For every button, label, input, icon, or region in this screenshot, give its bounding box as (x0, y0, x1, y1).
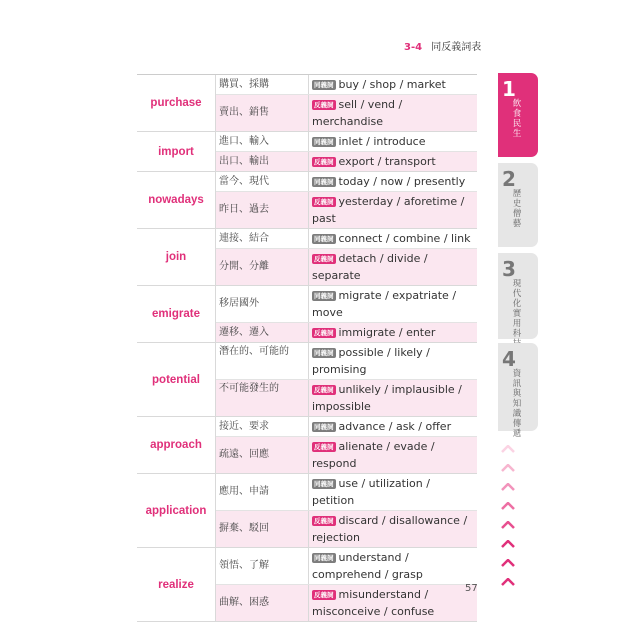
antonym-tag: 反義詞 (314, 329, 334, 337)
synonym-row (216, 286, 477, 322)
antonym-tag: 反義詞 (314, 255, 334, 263)
chapter-tab-1[interactable] (498, 73, 538, 157)
english-words: export / transport (338, 155, 436, 168)
synonym-tag: 同義詞 (314, 480, 334, 488)
entry-group (137, 229, 477, 286)
synonym-row (216, 75, 477, 94)
chapter-label: 資訊與知識傳遞 (512, 369, 522, 439)
entry-word: import (137, 132, 216, 171)
chinese-meaning: 潛在的、可能的 (216, 343, 309, 379)
synonym-row (216, 548, 477, 584)
antonym-tag: 反義詞 (314, 591, 334, 599)
english-words: sell / vend / merchandise (312, 98, 403, 128)
english-words: migrate / expatriate / move (312, 289, 457, 319)
synonym-row (216, 229, 477, 248)
entry-group (137, 548, 477, 622)
chevron-up-icon (501, 540, 515, 548)
english-words: buy / shop / market (338, 78, 446, 91)
chinese-meaning: 領悟、了解 (216, 548, 309, 584)
antonym-row (216, 510, 477, 547)
chinese-meaning: 連接、結合 (216, 229, 309, 248)
entry-word: join (137, 229, 216, 285)
english-words: advance / ask / offer (338, 420, 452, 433)
entry-group (137, 474, 477, 548)
decorative-chevrons (501, 443, 521, 595)
entry-word: purchase (137, 75, 216, 131)
entry-group (137, 417, 477, 474)
entry-word: emigrate (137, 286, 216, 342)
synonym-antonym-table (137, 74, 477, 622)
entry-group (137, 75, 477, 132)
antonym-row (216, 151, 477, 171)
antonym-tag: 反義詞 (314, 158, 334, 166)
antonym-row (216, 436, 477, 473)
antonym-row (216, 248, 477, 285)
antonym-tag: 反義詞 (314, 443, 334, 451)
chinese-meaning: 賣出、銷售 (216, 95, 309, 131)
chevron-up-icon (501, 521, 515, 529)
english-words: today / now / presently (338, 175, 466, 188)
english-words: yesterday / aforetime / past (312, 195, 465, 225)
chapter-number: 2 (502, 167, 516, 191)
antonym-tag: 反義詞 (314, 101, 334, 109)
chevron-up-icon (501, 464, 515, 472)
english-words: alienate / evade / respond (312, 440, 435, 470)
synonym-row (216, 417, 477, 436)
chevron-up-icon (501, 578, 515, 586)
synonym-tag: 同義詞 (314, 292, 334, 300)
section-title: 同反義詞表 (431, 42, 482, 53)
english-words: possible / likely / promising (312, 346, 430, 376)
chapter-tab-3[interactable] (498, 253, 538, 339)
chevron-up-icon (501, 502, 515, 510)
chinese-meaning: 疏遠、回應 (216, 437, 309, 473)
chapter-number: 3 (502, 257, 516, 281)
chinese-meaning: 分開、分離 (216, 249, 309, 285)
english-words: inlet / introduce (338, 135, 426, 148)
chinese-meaning: 昨日、過去 (216, 192, 309, 228)
entry-word: nowadays (137, 172, 216, 228)
chinese-meaning: 購買、採購 (216, 75, 309, 94)
chinese-meaning: 曲解、困惑 (216, 585, 309, 621)
antonym-row (216, 191, 477, 228)
chapter-label: 現代化實用科 (512, 279, 522, 339)
chapter-number: 1 (502, 77, 516, 101)
entry-group (137, 286, 477, 343)
antonym-tag: 反義詞 (314, 198, 334, 206)
entry-word: potential (137, 343, 216, 416)
english-words: detach / divide / separate (312, 252, 428, 282)
synonym-tag: 同義詞 (314, 423, 334, 431)
chinese-meaning: 遷移、遷入 (216, 323, 309, 342)
chinese-meaning: 應用、申請 (216, 474, 309, 510)
synonym-tag: 同義詞 (314, 81, 334, 89)
entry-word: application (137, 474, 216, 547)
entry-group (137, 343, 477, 417)
english-words: use / utilization / petition (312, 477, 430, 507)
chinese-meaning: 不可能發生的 (216, 380, 309, 416)
chinese-meaning: 進口、輸入 (216, 132, 309, 151)
synonym-tag: 同義詞 (314, 349, 334, 357)
chevron-up-icon (501, 559, 515, 567)
chapter-tab-2[interactable] (498, 163, 538, 247)
section-number: 3-4 (404, 42, 423, 53)
entry-group (137, 172, 477, 229)
chapter-label: 飲食民生 (512, 99, 522, 139)
entry-word: approach (137, 417, 216, 473)
entry-word: realize (137, 548, 216, 621)
chapter-number: 4 (502, 347, 516, 371)
page-number: 57 (465, 583, 478, 594)
synonym-row (216, 172, 477, 191)
antonym-row (216, 584, 477, 621)
chinese-meaning: 當今、現代 (216, 172, 309, 191)
english-words: immigrate / enter (338, 326, 436, 339)
chinese-meaning: 接近、要求 (216, 417, 309, 436)
english-words: connect / combine / link (338, 232, 471, 245)
antonym-row (216, 322, 477, 342)
antonym-tag: 反義詞 (314, 517, 334, 525)
synonym-row (216, 132, 477, 151)
synonym-tag: 同義詞 (314, 554, 334, 562)
antonym-row (216, 94, 477, 131)
section-header (404, 38, 481, 53)
synonym-tag: 同義詞 (314, 138, 334, 146)
chevron-up-icon (501, 445, 515, 453)
chapter-label: 歷史僧藝 (512, 189, 522, 229)
english-words: unlikely / implausible / impossible (312, 383, 462, 413)
english-words: misunderstand / misconceive / confuse (312, 588, 435, 618)
synonym-row (216, 343, 477, 379)
chapter-tab-4[interactable] (498, 343, 538, 439)
chevron-up-icon (501, 483, 515, 491)
antonym-row (216, 379, 477, 416)
antonym-tag: 反義詞 (314, 386, 334, 394)
synonym-row (216, 474, 477, 510)
chinese-meaning: 摒棄、駁回 (216, 511, 309, 547)
english-words: understand / comprehend / grasp (312, 551, 423, 581)
chinese-meaning: 移居國外 (216, 286, 309, 322)
english-words: discard / disallowance / rejection (312, 514, 468, 544)
entry-group (137, 132, 477, 172)
synonym-tag: 同義詞 (314, 235, 334, 243)
chinese-meaning: 出口、輸出 (216, 152, 309, 171)
synonym-tag: 同義詞 (314, 178, 334, 186)
